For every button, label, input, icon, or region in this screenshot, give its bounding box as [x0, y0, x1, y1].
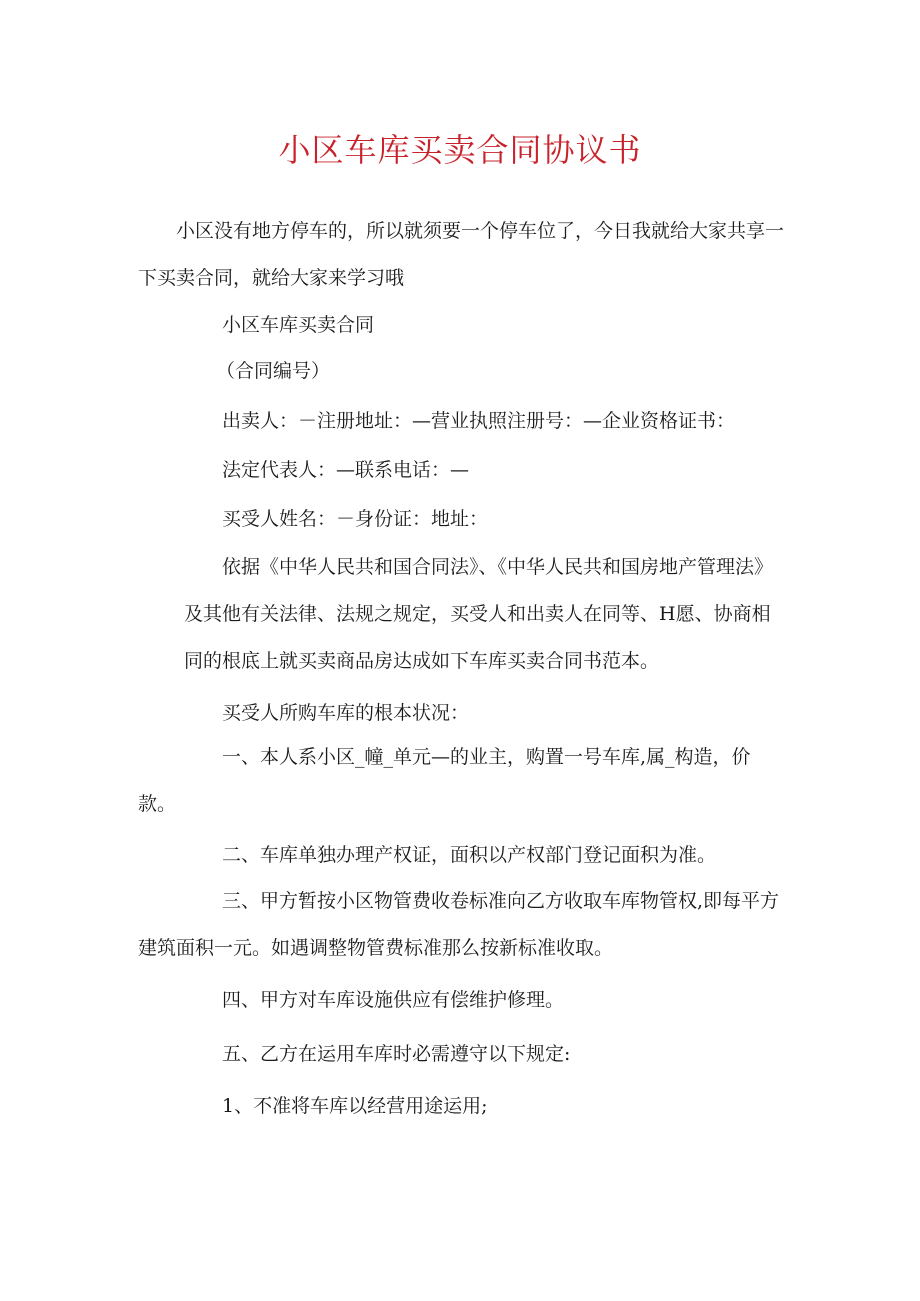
legal-basis-paragraph: 依据《中华人民共和国合同法》、《中华人民共和国房地产管理法》及其他有关法律、法规之规定，买受人和出卖人在同等、H愿、协商相同的根底上就买卖商品房达成如下车库买卖合同书范本。: [184, 556, 774, 672]
contract-subtitle: 小区车库买卖合同: [222, 314, 375, 336]
document-title: 小区车库买卖合同协议书: [278, 131, 642, 169]
legal-representative-info: 法定代表人：—联系电话：—: [222, 459, 470, 481]
seller-info: 出卖人：－注册地址：—营业执照注册号：—企业资格证书：: [222, 410, 736, 432]
buyer-info: 买受人姓名：－身份证：地址：: [222, 508, 489, 530]
clause-3: 三、甲方暂按小区物管费收卷标准向乙方收取车库物管权,即每平方建筑面积一元。如遇调整物管费标准那么按新标准收取。: [138, 890, 780, 959]
clause-4: 四、甲方对车库设施供应有偿维护修理。: [222, 989, 565, 1011]
clause-5: 五、乙方在运用车库时必需遵守以下规定:: [222, 1043, 571, 1065]
contract-number: （合同编号）: [216, 360, 331, 382]
rule-1: 1、不准将车库以经营用途运用;: [222, 1095, 488, 1117]
situation-heading: 买受人所购车库的根本状况：: [222, 702, 470, 724]
clause-1: 一、本人系小区_幢_单元—的业主，购置一号车库,属_构造，价款。: [138, 746, 751, 815]
intro-paragraph: 小区没有地方停车的，所以就须要一个停车位了，今日我就给大家共享一下买卖合同，就给大家来学习哦: [138, 220, 785, 289]
clause-2: 二、车库单独办理产权证，面积以产权部门登记面积为准。: [222, 844, 717, 866]
